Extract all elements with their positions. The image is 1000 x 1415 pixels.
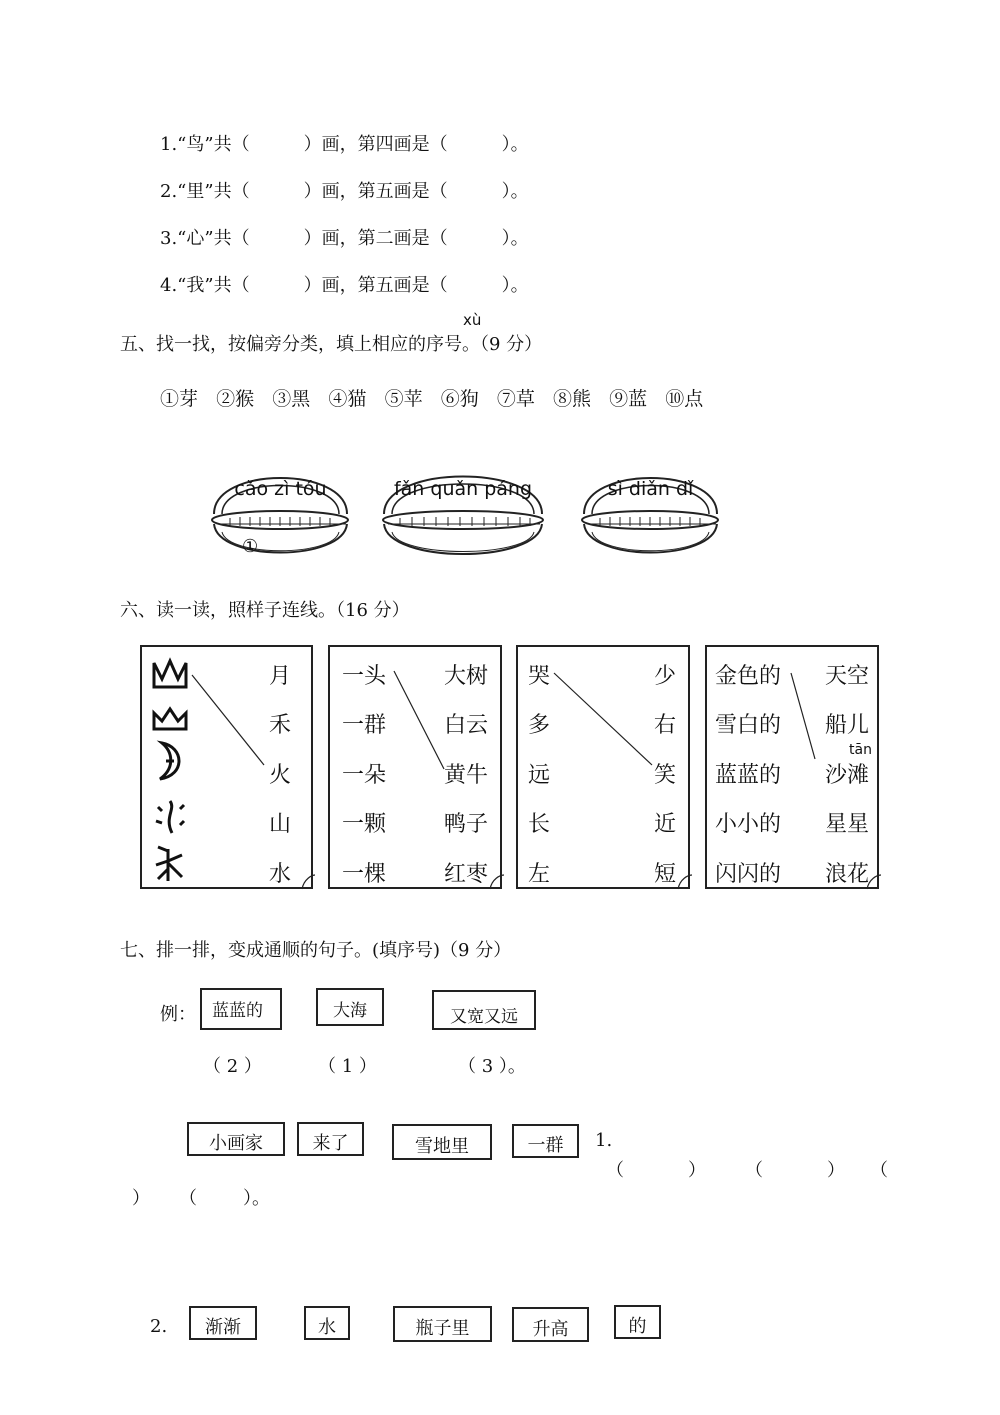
example-word-box-1: 蓝蓝的: [200, 988, 282, 1030]
card4-left-5: 闪闪的: [715, 862, 782, 887]
card4-left-4: 小小的: [715, 812, 782, 837]
pinyin-tan: tān: [849, 742, 872, 758]
card3-left-3: 远: [528, 763, 551, 788]
card3-right-2: 右: [653, 713, 676, 738]
basket-label: cǎo zì tóu: [234, 478, 327, 500]
card2-right-5: 红枣: [443, 862, 488, 887]
card2-left-2: 一群: [342, 713, 387, 738]
option-3: ③黑: [272, 388, 311, 410]
card1-right-4: 山: [268, 812, 291, 837]
match-card-4[interactable]: [705, 645, 879, 889]
card2-left-4: 一颗: [342, 812, 387, 837]
card1-right-5: 水: [268, 862, 291, 887]
option-6: ⑥狗: [440, 388, 479, 410]
card4-left-3: 蓝蓝的: [715, 763, 782, 788]
card1-right-3: 火: [268, 763, 291, 788]
pinyin-xu: xù: [463, 311, 482, 329]
option-10: ⑩点: [665, 388, 704, 410]
basket-fan-quan-pang[interactable]: [378, 462, 548, 572]
oracle-water-glyph: [152, 797, 188, 837]
option-4: ④猫: [328, 388, 367, 410]
option-list: [160, 384, 703, 411]
basket-sample-answer: ①: [242, 536, 259, 557]
card4-right-4: 星星: [824, 812, 869, 837]
match-card-1[interactable]: [140, 645, 313, 889]
card4-right-1: 天空: [824, 664, 869, 689]
basket-label: fǎn quǎn páng: [393, 478, 533, 500]
card4-left-2: 雪白的: [715, 713, 782, 738]
option-9: ⑨蓝: [609, 388, 648, 410]
q2-word-box-2: 水: [304, 1306, 350, 1340]
card4-right-5: 浪花: [824, 862, 869, 887]
example-answer-1: （ 2 ）: [203, 1056, 262, 1077]
q1-blank-paren[interactable]: （: [179, 1188, 197, 1209]
oracle-grain-glyph: [152, 843, 188, 883]
card4-right-2: 船儿: [824, 713, 869, 738]
card3-right-5: 短: [653, 862, 676, 887]
q1-word-box-4: 一群: [512, 1124, 579, 1158]
q1-blank-paren: ）: [827, 1160, 845, 1181]
section-7-title: 七、排一排，变成通顺的句子。(填序号)（9 分）: [120, 940, 512, 961]
q2-number: 2.: [150, 1316, 168, 1337]
match-card-2[interactable]: [328, 645, 502, 889]
section-5-title: 五、找一找，按偏旁分类，填上相应的序号。（9 分）: [120, 334, 543, 355]
section-6-title: 六、读一读，照样子连线。（16 分）: [120, 600, 410, 621]
q1-blank-paren: ）。: [243, 1188, 270, 1209]
q1-blank-paren[interactable]: （: [745, 1160, 763, 1181]
q2-word-box-1: 渐渐: [189, 1306, 257, 1340]
q1-word-box-3: 雪地里: [392, 1124, 492, 1160]
card2-right-2: 白云: [443, 713, 488, 738]
oracle-fire-glyph: [150, 705, 190, 735]
card2-left-3: 一朵: [342, 763, 387, 788]
q2-word-box-3: 瓶子里: [393, 1306, 492, 1342]
card2-right-1: 大树: [443, 664, 488, 689]
match-card-3[interactable]: [516, 645, 690, 889]
q2-word-box-4: 升高: [512, 1307, 589, 1342]
example-word-box-2: 大海: [316, 988, 384, 1026]
card3-right-3: 笑: [653, 763, 676, 788]
stroke-question-1: 1.“鸟”共（ ）画，第四画是（ ）。: [160, 134, 529, 155]
option-5: ⑤苹: [384, 388, 423, 410]
card3-left-2: 多: [528, 713, 551, 738]
example-answer-2: （ 1 ）: [318, 1056, 377, 1077]
basket-label: sì diǎn dǐ: [607, 478, 694, 500]
card4-left-1: 金色的: [715, 664, 782, 689]
card4-right-3: 沙滩: [824, 763, 869, 788]
oracle-moon-glyph: [152, 739, 188, 783]
stroke-question-3: 3.“心”共（ ）画，第二画是（ ）。: [160, 228, 529, 249]
basket-si-dian-di[interactable]: [578, 462, 723, 572]
card3-right-1: 少: [653, 664, 676, 689]
card3-left-4: 长: [528, 812, 551, 837]
card3-left-1: 哭: [528, 664, 551, 689]
card2-left-5: 一棵: [342, 862, 387, 887]
q2-word-box-5: 的: [614, 1305, 661, 1339]
card1-right-1: 月: [268, 664, 291, 689]
oracle-mountain-glyph: [150, 657, 190, 691]
q1-blank-paren: ）: [132, 1188, 150, 1209]
q1-number: 1.: [595, 1130, 613, 1151]
card2-right-4: 鸭子: [443, 812, 488, 837]
option-8: ⑧熊: [552, 388, 591, 410]
q1-blank-paren: ）: [688, 1160, 706, 1181]
option-1: ①芽: [160, 388, 199, 410]
q1-blank-paren[interactable]: （: [870, 1160, 888, 1181]
example-label: 例：: [160, 1004, 196, 1025]
card3-right-4: 近: [653, 812, 676, 837]
basket-cao-zi-tou[interactable]: [208, 462, 353, 572]
option-2: ②猴: [216, 388, 255, 410]
example-answer-3: （ 3 ）。: [458, 1056, 526, 1077]
q1-word-box-1: 小画家: [187, 1122, 285, 1156]
card3-left-5: 左: [528, 862, 551, 887]
card1-right-2: 禾: [268, 713, 291, 738]
q1-blank-paren[interactable]: （: [606, 1160, 624, 1181]
card2-left-1: 一头: [342, 664, 387, 689]
card2-right-3: 黄牛: [443, 763, 488, 788]
stroke-question-2: 2.“里”共（ ）画，第五画是（ ）。: [160, 181, 529, 202]
stroke-question-4: 4.“我”共（ ）画，第五画是（ ）。: [160, 275, 529, 296]
example-word-box-3: 又宽又远: [432, 990, 536, 1030]
q1-word-box-2: 来了: [297, 1122, 364, 1156]
option-7: ⑦草: [496, 388, 535, 410]
